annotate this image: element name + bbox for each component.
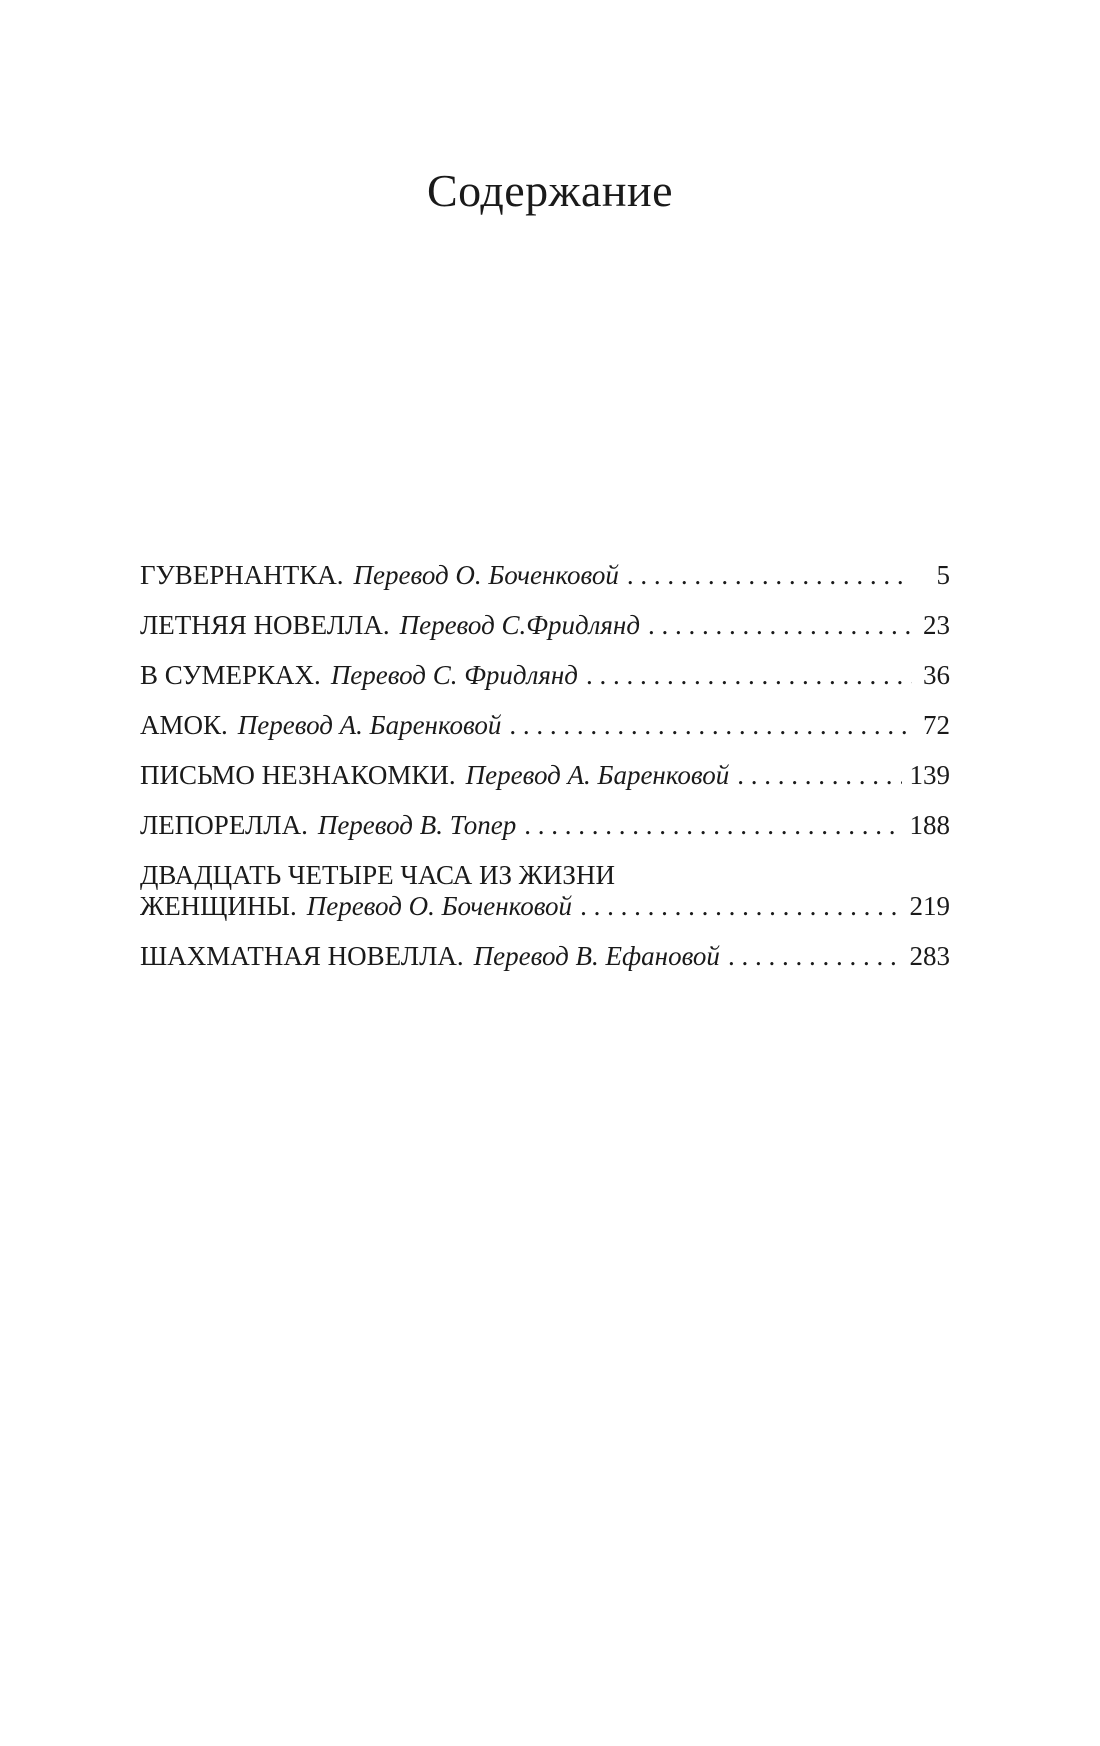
dot-leader [737, 760, 901, 791]
dot-leader [509, 710, 912, 741]
toc-entry-page-number: 36 [923, 660, 950, 690]
toc-entry-title: ПИСЬМО НЕЗНАКОМКИ. [140, 760, 456, 790]
toc-entry[interactable] [140, 941, 950, 972]
toc-entry-title: ГУВЕРНАНТКА. [140, 560, 344, 590]
toc-entry-page-number: 283 [909, 941, 950, 971]
toc-entry-page-number: 188 [909, 810, 950, 840]
toc-entry[interactable] [140, 810, 950, 841]
toc-entry[interactable] [140, 560, 950, 591]
toc-entry[interactable] [140, 660, 950, 691]
toc-entry-translator: Перевод В. Ефановой [473, 941, 720, 971]
dot-leader [728, 941, 902, 972]
page-title: Содержание [426, 165, 674, 216]
toc-entry-title: АМОК. [140, 710, 228, 740]
toc-entry-page-number: 72 [923, 710, 950, 740]
toc-entry-title-first-line: ДВАДЦАТЬ ЧЕТЫРЕ ЧАСА ИЗ ЖИЗНИ [140, 860, 615, 890]
toc-entry-page-number: 219 [909, 891, 950, 921]
dot-leader [580, 891, 901, 922]
toc-entry-translator: Перевод В. Топер [317, 810, 517, 840]
toc-entry[interactable] [140, 710, 950, 741]
dot-leader [648, 610, 912, 641]
dot-leader [524, 810, 901, 841]
toc-entry[interactable] [140, 860, 950, 922]
toc-entry-page-number: 23 [923, 610, 950, 640]
toc-entry-translator: Перевод О. Боченковой [353, 560, 619, 590]
toc-entry[interactable] [140, 610, 950, 641]
toc-entry-title: ШАХМАТНАЯ НОВЕЛЛА. [140, 941, 464, 971]
toc-entry-title: ЛЕПОРЕЛЛА. [140, 810, 308, 840]
toc-entry-title: ЛЕТНЯЯ НОВЕЛЛА. [140, 610, 390, 640]
toc-entry-translator: Перевод С.Фридлянд [399, 610, 640, 640]
toc-entry-translator: Перевод С. Фридлянд [330, 660, 578, 690]
toc-entry-page-number: 5 [936, 560, 950, 590]
toc-entry-title: В СУМЕРКАХ. [140, 660, 321, 690]
dot-leader [627, 560, 912, 591]
toc-entry-translator: Перевод А. Баренковой [465, 760, 730, 790]
toc-entry-page-number: 139 [909, 760, 950, 790]
toc-entry-translator: Перевод О. Боченковой [306, 891, 573, 921]
dot-leader [586, 660, 912, 691]
toc-entry[interactable] [140, 760, 950, 791]
toc-entry-title: ЖЕНЩИНЫ. [140, 891, 297, 921]
table-of-contents [140, 560, 950, 991]
toc-entry-translator: Перевод А. Баренковой [237, 710, 502, 740]
